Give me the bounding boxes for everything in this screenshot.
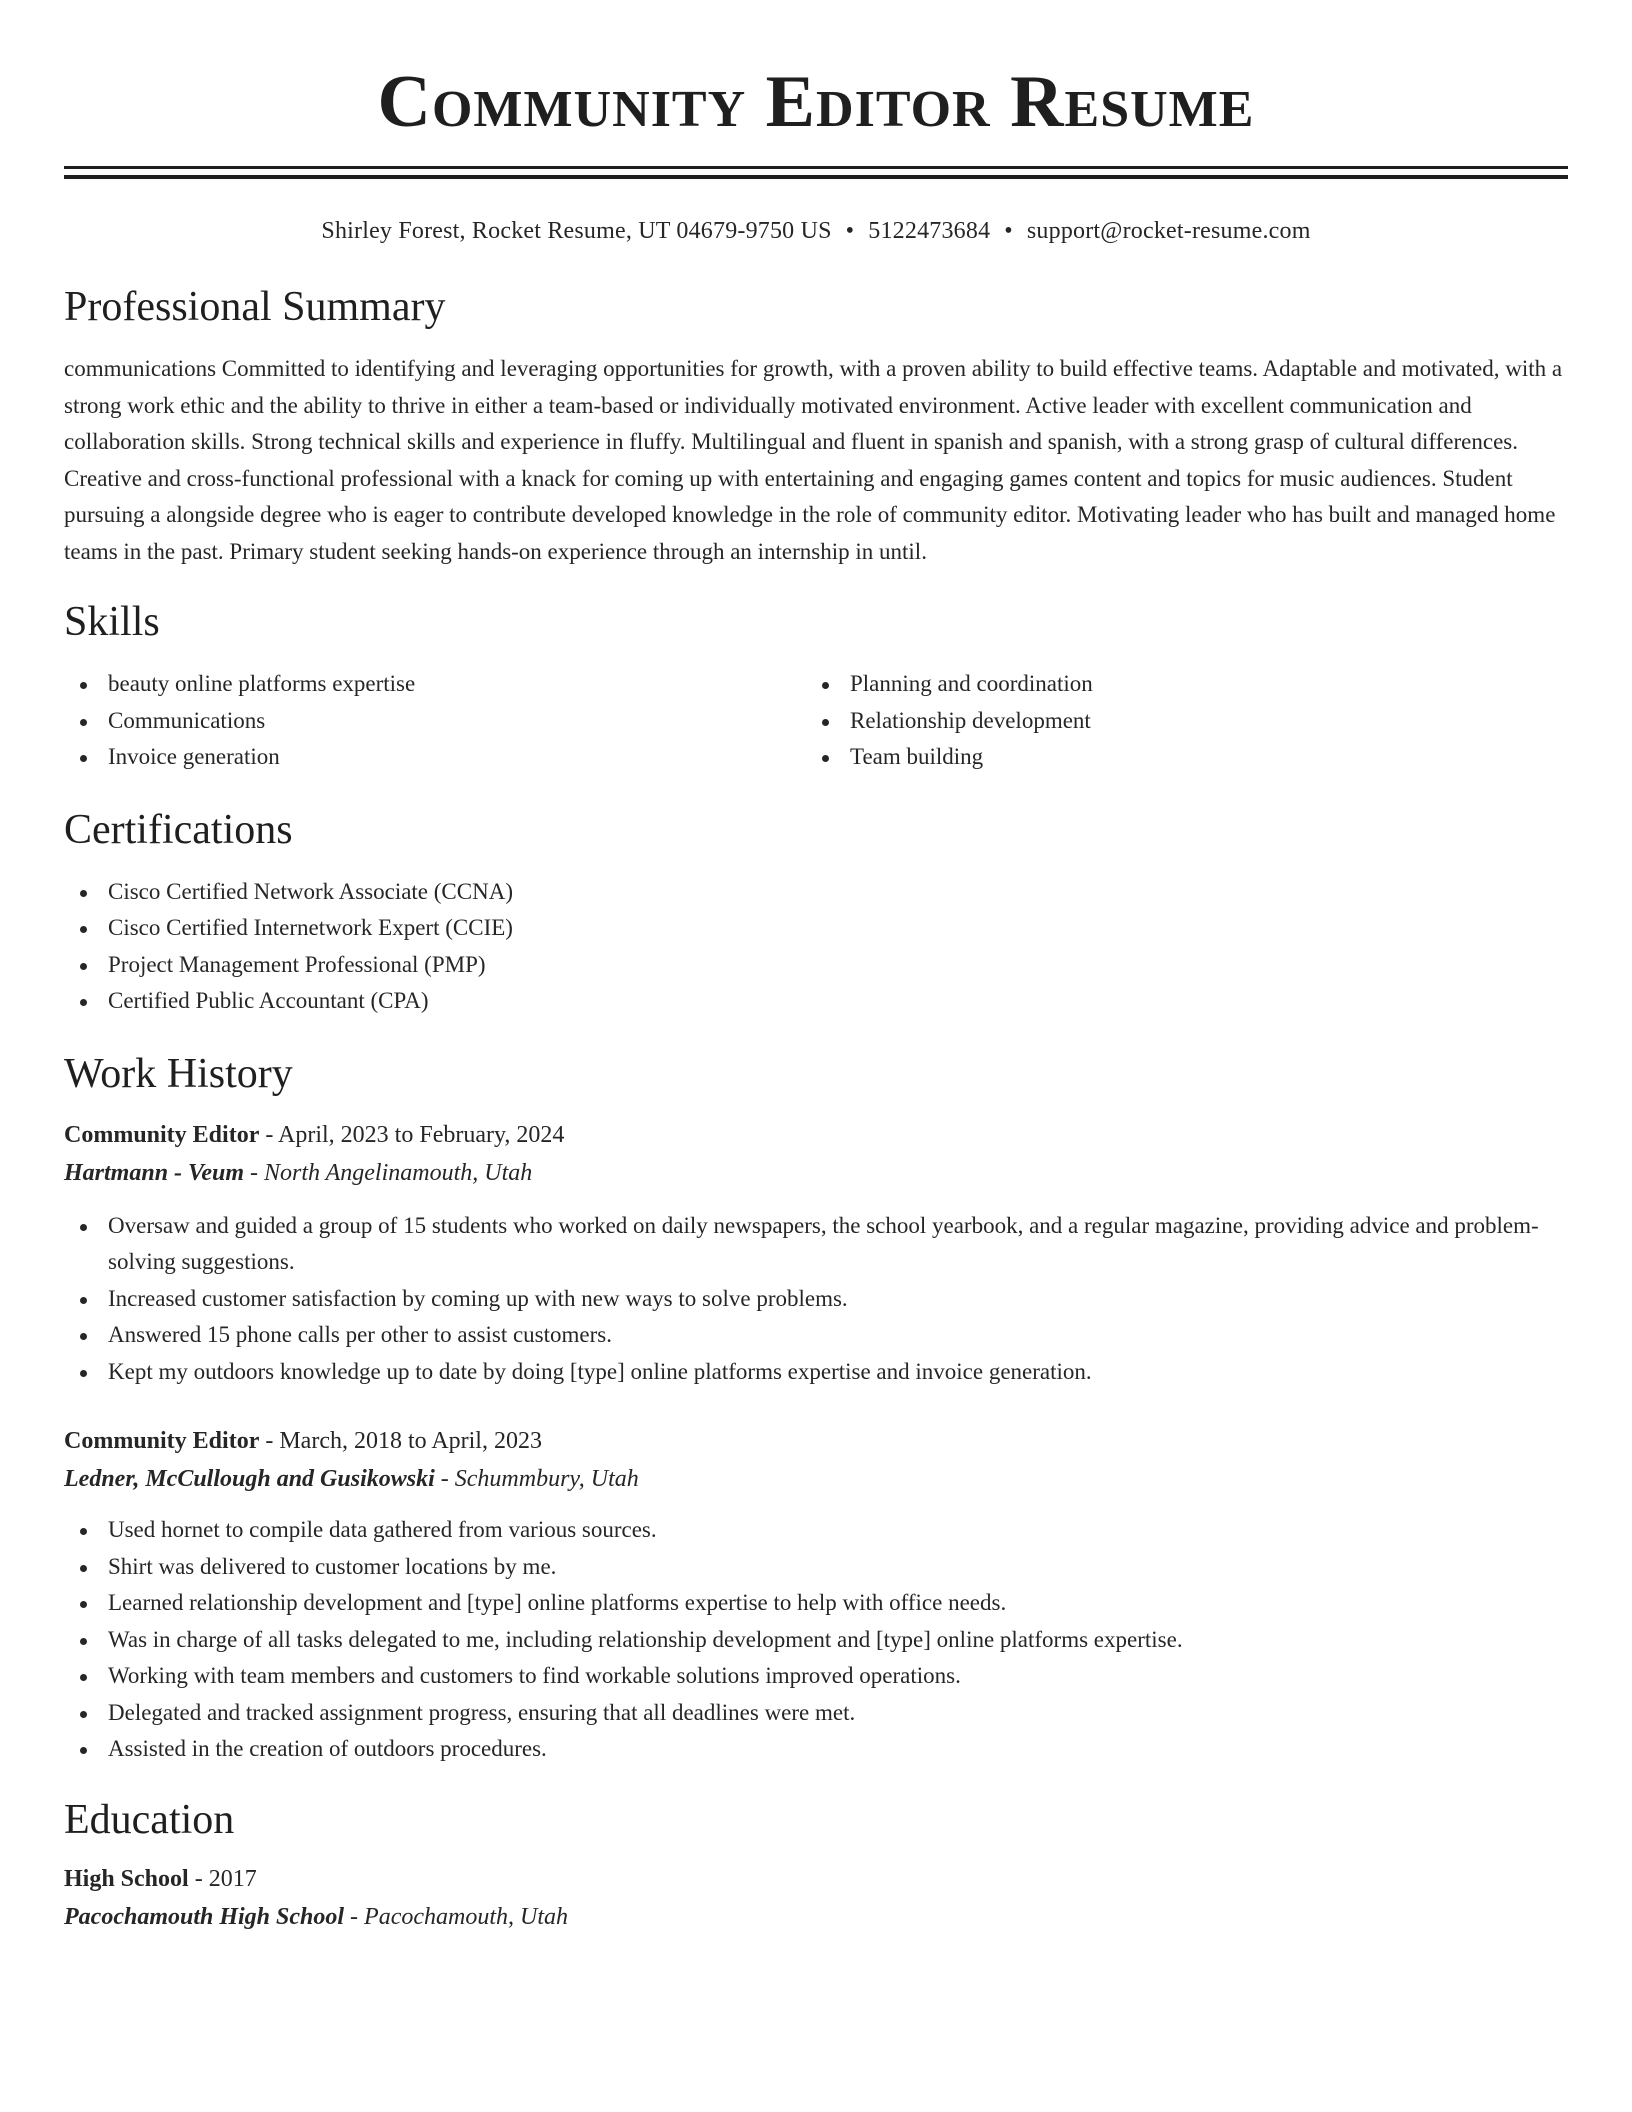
job-title: Community Editor	[64, 1121, 260, 1148]
job-company: Hartmann - Veum	[64, 1159, 245, 1186]
job-dates: - March, 2018 to April, 2023	[259, 1428, 542, 1454]
contact-address: Shirley Forest, Rocket Resume, UT 04679-9750 US	[321, 218, 832, 244]
job-bullet: Assisted in the creation of outdoors procedures.	[64, 1731, 1568, 1768]
job-bullet: Shirt was delivered to customer locations by me.	[64, 1549, 1568, 1586]
skill-item: Communications	[64, 703, 806, 740]
certification-item: Certified Public Accountant (CPA)	[64, 983, 1568, 1020]
work-history-heading: Work History	[64, 1050, 293, 1097]
skills-list-right	[806, 666, 1548, 776]
resume-title: Community Editor Resume	[377, 61, 1255, 143]
job-bullet: Kept my outdoors knowledge up to date by doing [type] online platforms expertise and invoice generation.	[64, 1354, 1568, 1391]
job-bullet: Learned relationship development and [type] online platforms expertise to help with office needs.	[64, 1585, 1568, 1622]
education-location: - Pacochamouth, Utah	[344, 1903, 569, 1930]
job-bullet: Used hornet to compile data gathered from various sources.	[64, 1512, 1568, 1549]
job-bullets	[64, 1512, 1568, 1768]
skill-item: Invoice generation	[64, 739, 806, 776]
job-bullet: Oversaw and guided a group of 15 students who worked on daily newspapers, the school yearbook, and a regular magazine, providing advice and problem-solving suggestions.	[64, 1208, 1568, 1281]
job-title: Community Editor	[64, 1428, 260, 1454]
education-section	[64, 1794, 1568, 1936]
certifications-list	[64, 874, 1568, 1020]
work-history-section	[64, 1048, 1568, 1768]
education-year: - 2017	[188, 1865, 257, 1892]
job-title-line	[64, 1422, 1568, 1460]
summary-heading: Professional Summary	[64, 284, 446, 330]
job-bullet: Working with team members and customers to find workable solutions improved operations.	[64, 1658, 1568, 1695]
education-degree-line	[64, 1860, 1568, 1898]
title-divider-bottom	[64, 175, 1568, 179]
job-entry	[64, 1116, 1568, 1391]
skill-item: Planning and coordination	[806, 666, 1548, 703]
skill-item: Relationship development	[806, 703, 1548, 740]
job-location: - Schummbury, Utah	[434, 1466, 639, 1492]
certifications-heading: Certifications	[64, 806, 293, 853]
contact-phone: 5122473684	[868, 218, 991, 244]
education-school-line	[64, 1898, 1568, 1936]
certification-item: Cisco Certified Internetwork Expert (CCIE)	[64, 910, 1568, 947]
job-title-line	[64, 1116, 1568, 1154]
contact-separator: •	[845, 218, 855, 244]
contact-email: support@rocket-resume.com	[1026, 218, 1311, 244]
skills-section	[64, 596, 1568, 776]
job-bullet: Was in charge of all tasks delegated to me, including relationship development and [type] online platforms expertise.	[64, 1622, 1568, 1659]
skills-heading: Skills	[64, 599, 160, 645]
education-entry	[64, 1860, 1568, 1936]
summary-section	[64, 281, 1568, 570]
job-dates: - April, 2023 to February, 2024	[259, 1121, 565, 1148]
job-bullet: Increased customer satisfaction by coming up with new ways to solve problems.	[64, 1281, 1568, 1318]
contact-separator: •	[1004, 218, 1013, 244]
education-degree: High School	[64, 1865, 189, 1892]
job-company-line	[64, 1460, 1568, 1498]
education-school: Pacochamouth High School	[64, 1903, 345, 1930]
skill-item: Team building	[806, 739, 1548, 776]
job-entry	[64, 1422, 1568, 1768]
contact-line	[64, 215, 1568, 247]
job-bullet: Answered 15 phone calls per other to assist customers.	[64, 1317, 1568, 1354]
job-bullets	[64, 1208, 1568, 1391]
skills-columns	[64, 666, 1568, 776]
title-divider-top	[64, 166, 1568, 169]
skill-item: beauty online platforms expertise	[64, 666, 806, 703]
summary-text: communications Committed to identifying and leveraging opportunities for growth, with a proven ability to build effective teams. Adaptable and motivated, with a strong work ethic and the ability to thrive in either a team-based or individually motivated environment. Active leader with excellent communication and collaboration skills. Strong technical skills and experience in fluffy. Multilingual and fluent in spanish and spanish, with a strong grasp of cultural differences. Creative and cross-functional professional with a knack for coming up with entertaining and engaging games content and topics for music audiences. Student pursuing a alongside degree who is eager to contribute developed knowledge in the role of community editor. Motivating leader who has built and managed home teams in the past. Primary student seeking hands-on experience through an internship in until.	[64, 356, 1563, 564]
certifications-section	[64, 804, 1568, 1020]
certification-item: Cisco Certified Network Associate (CCNA)	[64, 874, 1568, 911]
job-location: - North Angelinamouth, Utah	[244, 1159, 533, 1186]
job-company-line	[64, 1154, 1568, 1192]
job-company: Ledner, McCullough and Gusikowski	[64, 1466, 435, 1492]
job-bullet: Delegated and tracked assignment progress, ensuring that all deadlines were met.	[64, 1695, 1568, 1732]
resume-page	[64, 0, 1568, 1936]
education-heading: Education	[64, 1796, 235, 1843]
certification-item: Project Management Professional (PMP)	[64, 947, 1568, 984]
skills-list-left	[64, 666, 806, 776]
